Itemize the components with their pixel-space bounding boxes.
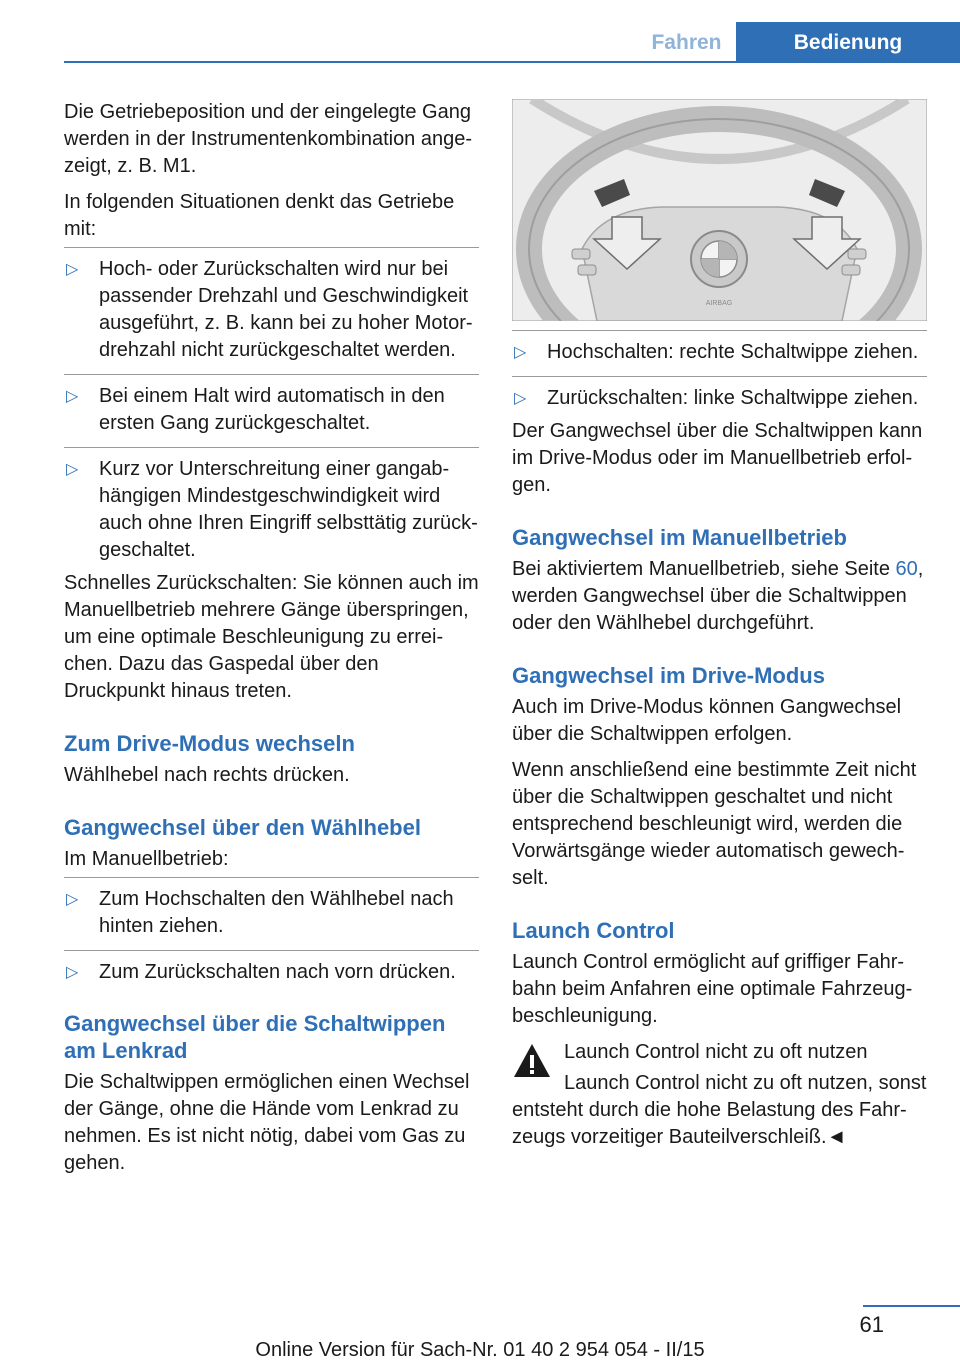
section-paragraph: Wählhebel nach rechts drücken.	[64, 764, 350, 786]
list-item-text: Zum Zurückschalten nach vorn drücken.	[99, 961, 456, 983]
header-rule	[64, 61, 960, 63]
text-part: Bei aktiviertem Manuellbetrieb, siehe Seite	[512, 558, 896, 580]
triangle-bullet-icon: ▷	[514, 344, 527, 361]
warning-title: Launch Control nicht zu oft nutzen	[564, 1041, 868, 1063]
page-number: 61	[859, 1312, 884, 1337]
page-reference-link[interactable]: 60	[895, 558, 918, 580]
section-selector-lever	[64, 814, 479, 996]
triangle-bullet-icon: ▷	[66, 388, 79, 405]
list-item	[512, 376, 927, 422]
paddle-list	[512, 330, 927, 422]
text-part: , werden Gangwechsel über die Schaltwippen oder den Wählhebel durchgeführt.	[512, 558, 924, 634]
section-paragraph: Die Schaltwippen ermöglichen einen Wechsel der Gänge, ohne die Hände vom Lenkrad zu nehmen. Es ist nicht nötig, dabei vom Gas zu gehen.	[64, 1071, 470, 1174]
section-heading: Gangwechsel im Manuellbetrieb	[512, 525, 847, 550]
section-drive-mode-shift	[512, 662, 927, 892]
list-item-text: Bei einem Halt wird automatisch in den ersten Gang zurückgeschaltet.	[99, 385, 445, 434]
header-tab-fahren: Fahren	[651, 31, 722, 54]
list-item	[64, 374, 479, 447]
list-item	[64, 950, 479, 996]
paddle-paragraph: Der Gangwechsel über die Schaltwippen kann im Drive-Modus oder im Manuellbetrieb erfol‐gen.	[512, 420, 923, 496]
section-launch-control	[512, 917, 927, 1151]
quick-downshift-paragraph: Schnelles Zurückschalten: Sie können auch im Manuellbetrieb mehrere Gänge überspringen, um eine optimale Beschleunigung zu errei‐chen. Dazu das Gaspedal über den Druckpunkt hinaus treten.	[64, 572, 479, 702]
section-paragraph	[512, 556, 927, 637]
steering-wheel-figure	[512, 99, 927, 321]
section-heading: Gangwechsel im Drive-Modus	[512, 663, 825, 688]
warning-box	[512, 1039, 927, 1066]
situations-list	[64, 247, 479, 574]
section-heading: Launch Control	[512, 918, 675, 943]
warning-text: Launch Control nicht zu oft nutzen, sonst entsteht durch die hohe Belastung des Fahr‐zeugs vorzeitiger Bauteilverschleiß.◄	[512, 1072, 927, 1148]
triangle-bullet-icon: ▷	[66, 261, 79, 278]
list-item	[512, 339, 927, 376]
situations-paragraph: In folgenden Situationen denkt das Getriebe mit:	[64, 191, 455, 240]
left-column	[64, 99, 479, 1186]
airbag-label: AIRBAG	[705, 300, 733, 307]
list-item-text: Zurückschalten: linke Schaltwippe ziehen.	[547, 387, 919, 409]
list-item	[64, 447, 479, 574]
section-paragraph: Launch Control ermöglicht auf griffiger Fahr‐bahn beim Anfahren eine optimale Fahrzeug‐beschleunigung.	[512, 951, 913, 1027]
section-paragraph: Wenn anschließend eine bestimmte Zeit nicht über die Schaltwippen geschaltet und nicht entsprechend beschleunigt wird, werden die Vorwärtsgänge wieder automatisch gewech‐selt.	[512, 759, 917, 889]
list-item	[64, 886, 479, 950]
triangle-bullet-icon: ▷	[66, 964, 79, 981]
intro-paragraph: Die Getriebeposition und der eingelegte Gang werden in der Instrumentenkombination ange‐zeigt, z. B. M1.	[64, 101, 473, 177]
footer-rule	[863, 1305, 960, 1307]
header-tab-bedienung: Bedienung	[736, 22, 960, 62]
footer-text: Online Version für Sach-Nr. 01 40 2 954 054 - II/15	[255, 1339, 705, 1361]
section-manual-mode	[512, 524, 927, 637]
section-paragraph: Auch im Drive-Modus können Gangwechsel über die Schaltwippen erfolgen.	[512, 696, 902, 745]
section-paragraph: Im Manuellbetrieb:	[64, 848, 229, 870]
list-item-text: Kurz vor Unterschreitung einer gangab‐hängigen Mindestgeschwindigkeit wird auch ohne Ihren Eingriff selbsttätig zurück‐geschaltet.	[99, 458, 478, 561]
list-item-text: Hochschalten: rechte Schaltwippe ziehen.	[547, 341, 919, 363]
section-heading: Zum Drive-Modus wechseln	[64, 731, 355, 756]
section-paddles	[64, 1010, 479, 1177]
section-heading: Gangwechsel über die Schaltwippen am Lenkrad	[64, 1011, 446, 1063]
right-column	[512, 99, 927, 1160]
list-item-text: Hoch- oder Zurückschalten wird nur bei passender Drehzahl und Geschwindigkeit ausgeführt, z. B. kann bei zu hoher Motor‐drehzahl nicht zurückgeschaltet werden.	[99, 258, 473, 361]
triangle-bullet-icon: ▷	[66, 461, 79, 478]
list-item	[64, 256, 479, 374]
selector-lever-list	[64, 877, 479, 996]
section-drive-mode	[64, 730, 479, 789]
warning-triangle-icon	[512, 1041, 552, 1081]
list-item-text: Zum Hochschalten den Wählhebel nach hinten ziehen.	[99, 888, 454, 937]
section-heading: Gangwechsel über den Wählhebel	[64, 815, 421, 840]
triangle-bullet-icon: ▷	[66, 891, 79, 908]
triangle-bullet-icon: ▷	[514, 390, 527, 407]
